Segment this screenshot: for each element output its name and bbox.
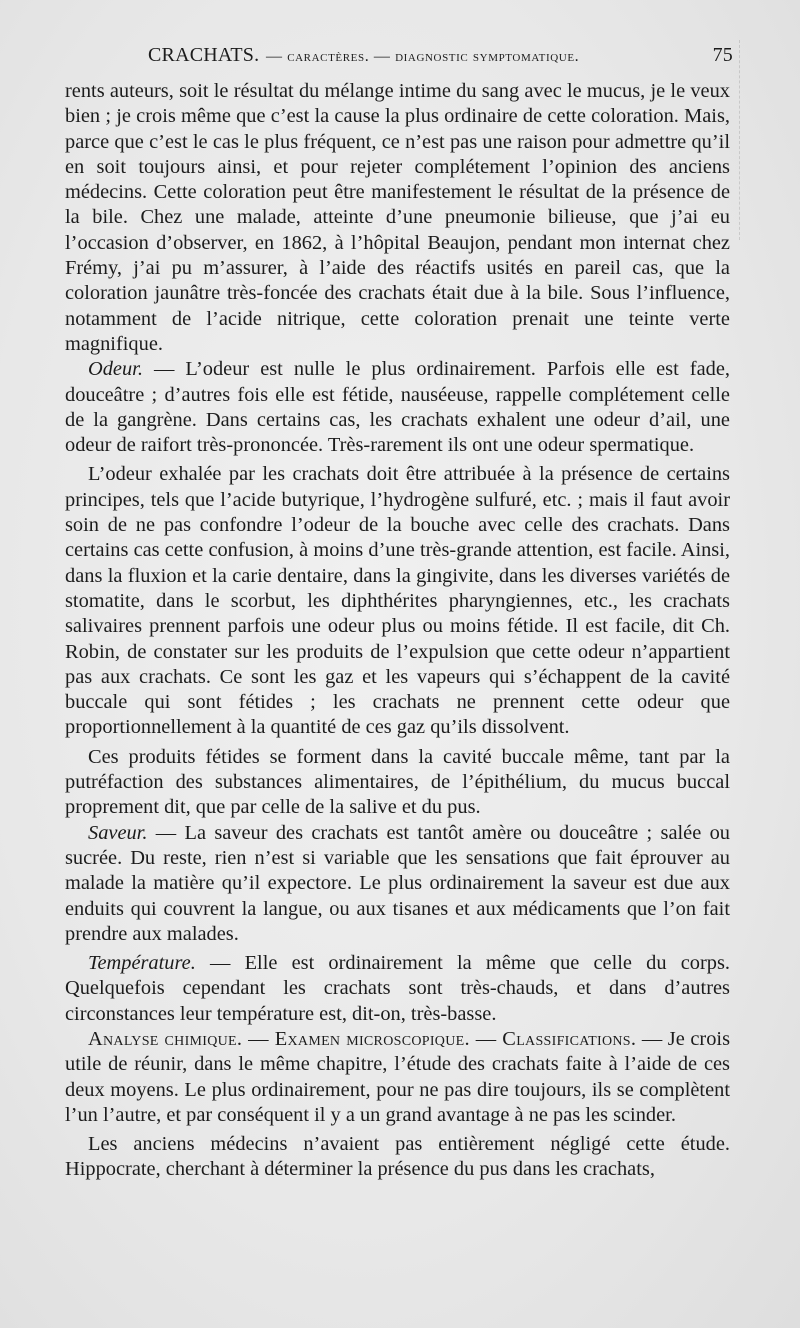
paragraph-text: rents auteurs, soit le résultat du mélange intime du sang avec le mucus, je le veux bien ; je crois même que c’est la cause la plus ordinaire de cette coloration. Mais, parce que c’est le cas le plus fréquent, ce n’est pas une raison pour admettre qu’il en soit toujours ainsi, et pour rejeter complétement l’opinion des anciens médecins. Cette coloration peut être manifestement le résultat de la présence de la bile. Chez une malade, atteinte d’une pneumonie bilieuse, que j’ai eu l’occasion d’observer, en 1862, à l’hôpital Beaujon, pendant mon internat chez Frémy, j’ai pu m’assurer, à l’aide des réactifs usités en pareil cas, que la coloration jaunâtre très-foncée des crachats était due à la bile. Sous l’influence, notamment de l’acide nitrique, cette coloration prenait une teinte verte magnifique. bbox=[65, 80, 730, 355]
paragraph-text: L’odeur exhalée par les crachats doit être attribuée à la présence de certains principes, tels que l’acide butyrique, l’hydrogène sulfuré, etc. ; mais il faut avoir soin de ne pas confondre l’odeur de la bouche avec celle des crachats. Dans certains cas cette confusion, à moins d’une très-grande attention, est facile. Ainsi, dans la fluxion et la carie dentaire, dans la gingivite, dans les diverses variétés de stomatite, dans le scorbut, les diphthérites pharyngiennes, etc., les crachats salivaires prennent parfois une odeur plus ou moins fétide. Il est facile, dit Ch. Robin, de constater sur les produits de l’expulsion que cette odeur n’appartient pas aux crachats. Ce sont les gaz et les vapeurs qui s’échappent de la cavité buccale qui sont fétides ; les crachats ne prennent cette odeur que proportionnellement à la quantité de ces gaz qu’ils dissolvent. bbox=[65, 463, 730, 739]
paragraph-text: — Je crois utile de réunir, dans le même chapitre, l’étude des crachats faite à l’aide de ces deux moyens. Le plus ordinairement, pour ne pas dire toujours, ils se complètent l’un l’autre, et par conséquent il y a un grand avantage à ne pas les scinder. bbox=[65, 1027, 730, 1126]
running-header bbox=[148, 44, 733, 74]
section-lead-analyse: Analyse chimique. — Examen microscopique. — Classifications. bbox=[88, 1027, 637, 1050]
paragraph-analyse bbox=[65, 1027, 730, 1128]
paragraph-text: Les anciens médecins n’avaient pas entièrement négligé cette étude. Hippocrate, cherchant à déterminer la présence du pus dans les crachats, bbox=[65, 1133, 730, 1181]
running-subtitle: — caractères. — diagnostic symptomatique. bbox=[266, 48, 580, 65]
paragraph-odeur bbox=[65, 357, 730, 458]
page-edge-mark bbox=[739, 40, 800, 240]
paragraph-text: — L’odeur est nulle le plus ordinairement. Parfois elle est fade, douceâtre ; d’autres fois elle est fétide, nauséeuse, rappelle complétement celle de la gangrène. Dans certains cas, les crachats exhalent une odeur d’ail, une odeur de raifort très-prononcée. Très-rarement ils ont une odeur spermatique. bbox=[65, 358, 730, 457]
section-lead-saveur: Saveur. bbox=[88, 821, 148, 844]
paragraph-anciens-medecins bbox=[65, 1132, 730, 1183]
paragraph-produits-fetides bbox=[65, 745, 730, 821]
paragraph-temperature bbox=[65, 951, 730, 1027]
section-lead-odeur: Odeur. bbox=[88, 358, 143, 381]
page-number: 75 bbox=[712, 44, 733, 66]
paragraph-saveur bbox=[65, 821, 730, 947]
paragraph-text: — Elle est ordinairement la même que celle du corps. Quelquefois cependant les crachats sont très-chauds, et dans d’autres circonstances leur température est, dit-on, très-basse. bbox=[65, 952, 730, 1025]
running-title: CRACHATS. bbox=[148, 44, 260, 66]
paragraph-continuation bbox=[65, 79, 730, 357]
body-text bbox=[65, 79, 730, 1183]
paragraph-odeur-cause bbox=[65, 462, 730, 740]
paragraph-text: — La saveur des crachats est tantôt amère ou douceâtre ; salée ou sucrée. Du reste, rien n’est si variable que les sensations que fait éprouver au malade la matière qu’il expectore. Le plus ordinairement la saveur est due aux enduits qui couvrent la langue, ou aux tisanes et aux médicaments que l’on fait prendre aux malades. bbox=[65, 821, 730, 945]
section-lead-temperature: Température. bbox=[88, 952, 196, 975]
paragraph-text: Ces produits fétides se forment dans la cavité buccale même, tant par la putréfaction des substances alimentaires, de l’épithélium, du mucus buccal proprement dit, que par celle de la salive et du pus. bbox=[65, 745, 730, 819]
